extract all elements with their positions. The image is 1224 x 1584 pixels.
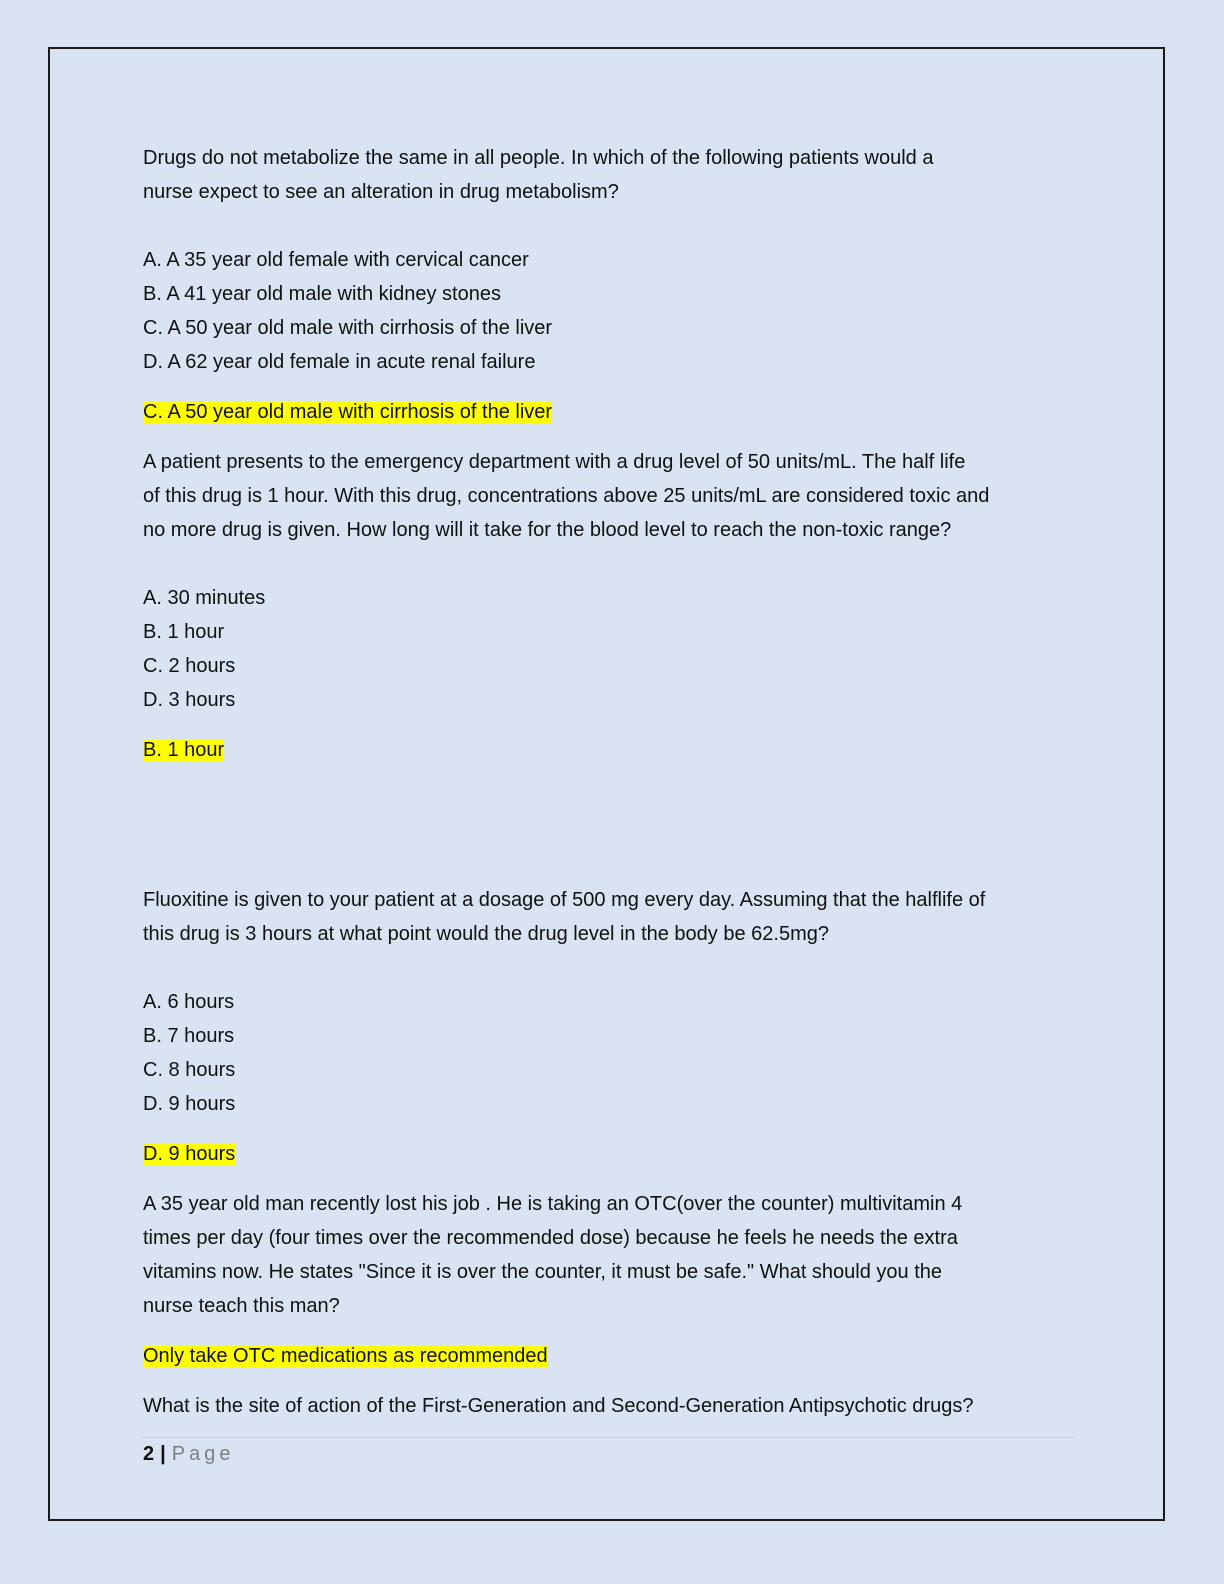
question-text-line: nurse expect to see an alteration in drug metabolism? (143, 181, 619, 203)
question-4 (143, 1187, 1083, 1373)
option-a: A. A 35 year old female with cervical cancer (143, 249, 529, 271)
option-d: D. A 62 year old female in acute renal failure (143, 351, 536, 373)
question-3 (143, 883, 1083, 1171)
page-footer (143, 1440, 234, 1468)
question-1 (143, 141, 1083, 429)
question-text-line: nurse teach this man? (143, 1295, 340, 1317)
question-2 (143, 445, 1083, 767)
question-text-line: this drug is 3 hours at what point would the drug level in the body be 62.5mg? (143, 923, 829, 945)
question-text-line: What is the site of action of the First-Generation and Second-Generation Antipsychotic drugs? (143, 1395, 974, 1417)
document-body (143, 141, 1083, 1423)
highlighted-answer: B. 1 hour (143, 739, 225, 761)
option-d: D. 9 hours (143, 1093, 236, 1115)
question-text-line: A 35 year old man recently lost his job . He is taking an OTC(over the counter) multivitamin 4 (143, 1193, 963, 1215)
option-b: B. A 41 year old male with kidney stones (143, 283, 501, 305)
page-label: Page (171, 1443, 235, 1465)
question-text-line: Fluoxitine is given to your patient at a dosage of 500 mg every day. Assuming that the halflife of (143, 889, 986, 911)
highlighted-answer: Only take OTC medications as recommended (143, 1345, 548, 1367)
option-a: A. 30 minutes (143, 587, 266, 609)
question-text-line: of this drug is 1 hour. With this drug, concentrations above 25 units/mL are considered toxic and (143, 485, 990, 507)
option-c: C. 8 hours (143, 1059, 236, 1081)
option-d: D. 3 hours (143, 689, 236, 711)
question-text-line: vitamins now. He states "Since it is over the counter, it must be safe." What should you the (143, 1261, 943, 1283)
footer-divider (143, 1437, 1073, 1438)
option-b: B. 7 hours (143, 1025, 235, 1047)
option-c: C. 2 hours (143, 655, 236, 677)
question-text-line: no more drug is given. How long will it take for the blood level to reach the non-toxic range? (143, 519, 952, 541)
question-text-line: times per day (four times over the recommended dose) because he feels he needs the extra (143, 1227, 958, 1249)
option-c: C. A 50 year old male with cirrhosis of the liver (143, 317, 553, 339)
option-a: A. 6 hours (143, 991, 235, 1013)
highlighted-answer: C. A 50 year old male with cirrhosis of the liver (143, 401, 553, 423)
question-text-line: A patient presents to the emergency department with a drug level of 50 units/mL. The half life (143, 451, 966, 473)
option-b: B. 1 hour (143, 621, 225, 643)
footer-separator: | (160, 1443, 166, 1465)
page-number: 2 (143, 1443, 155, 1465)
question-text-line: Drugs do not metabolize the same in all people. In which of the following patients would a (143, 147, 934, 169)
question-5 (143, 1389, 1083, 1423)
highlighted-answer: D. 9 hours (143, 1143, 236, 1165)
